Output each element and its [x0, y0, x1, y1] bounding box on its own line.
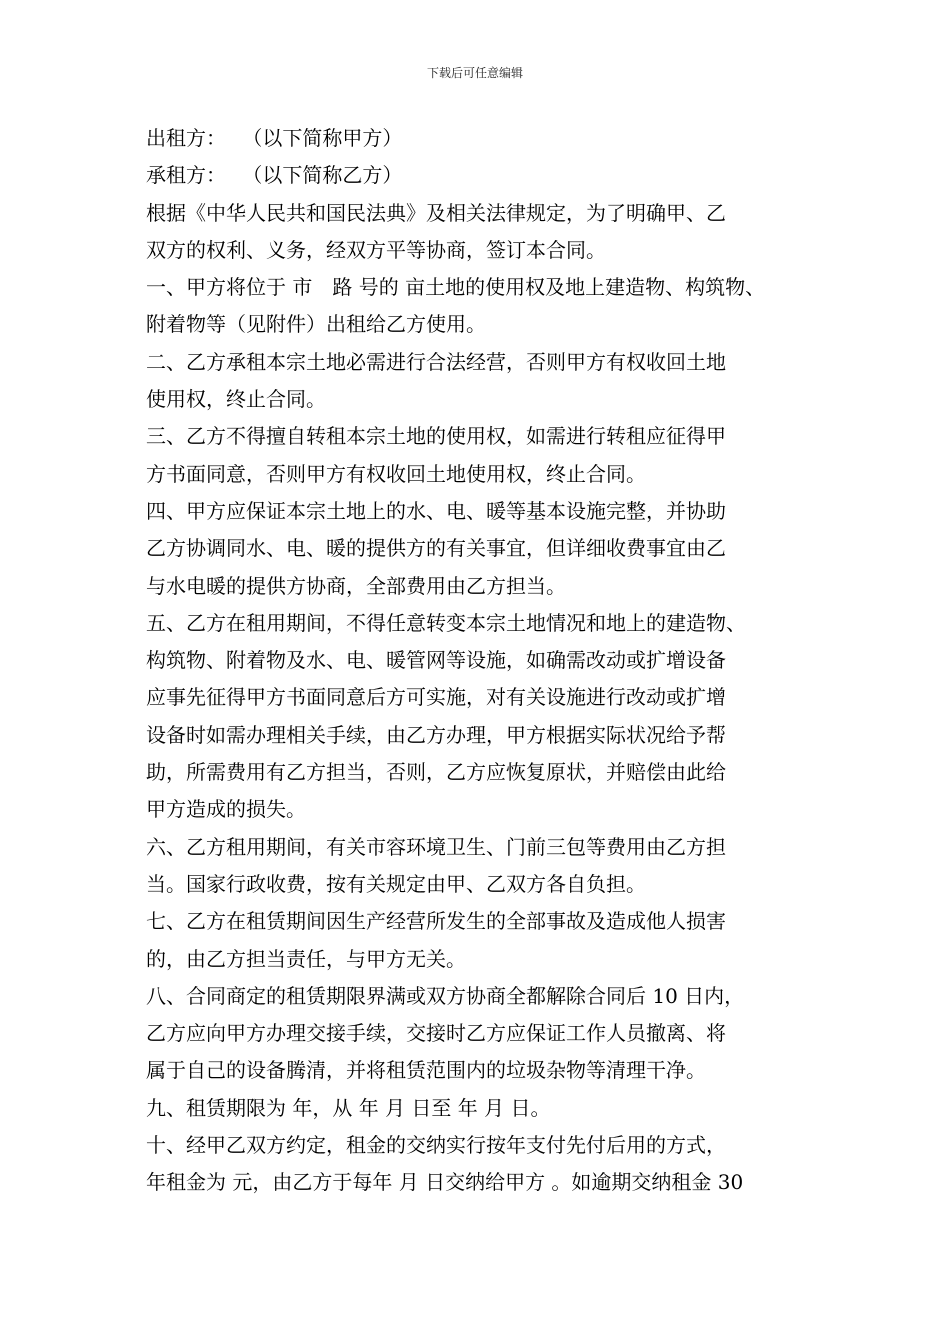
contract-body	[146, 120, 822, 1202]
text-line: 七、乙方在租赁期间因生产经营所发生的全部事故及造成他人损害	[146, 909, 726, 934]
text-line: 助，所需费用有乙方担当，否则，乙方应恢复原状，并赔偿由此给	[146, 760, 726, 785]
text-line: 承租方： （以下简称乙方）	[146, 163, 403, 188]
text-line: 的，由乙方担当责任，与甲方无关。	[146, 946, 466, 971]
text-line: 根据《中华人民共和国民法典》及相关法律规定，为了明确甲、乙	[146, 200, 726, 225]
text-line: 甲方造成的损失。	[146, 797, 306, 822]
text-line: 六、乙方租用期间，有关市容环境卫生、门前三包等费用由乙方担	[146, 834, 726, 859]
text-line: 双方的权利、义务，经双方平等协商，签订本合同。	[146, 237, 606, 262]
text-line: 构筑物、附着物及水、电、暖管网等设施，如确需改动或扩增设备	[146, 648, 726, 673]
text-line: 二、乙方承租本宗土地必需进行合法经营，否则甲方有权收回土地	[146, 349, 726, 374]
text-line: 九、租赁期限为 年，从 年 月 日至 年 月 日。	[146, 1095, 551, 1120]
text-line: 年租金为 元，由乙方于每年 月 日交纳给甲方 。如逾期交纳租金 30	[146, 1170, 744, 1195]
text-line: 当。国家行政收费，按有关规定由甲、乙双方各自负担。	[146, 871, 646, 896]
text-line: 乙方协调同水、电、暖的提供方的有关事宜，但详细收费事宜由乙	[146, 536, 726, 561]
text-line: 附着物等（见附件）出租给乙方使用。	[146, 312, 486, 337]
text-line: 三、乙方不得擅自转租本宗土地的使用权，如需进行转租应征得甲	[146, 424, 726, 449]
page-header: 下载后可任意编辑	[426, 66, 523, 80]
text-line: 十、经甲乙双方约定，租金的交纳实行按年支付先付后用的方式，	[146, 1133, 726, 1158]
text-line: 四、甲方应保证本宗土地上的水、电、暖等基本设施完整，并协助	[146, 498, 726, 523]
text-line: 一、甲方将位于 市 路 号的 亩土地的使用权及地上建造物、构筑物、	[146, 275, 766, 300]
text-line: 五、乙方在租用期间，不得任意转变本宗土地情况和地上的建造物、	[146, 610, 746, 635]
text-line: 使用权，终止合同。	[146, 387, 326, 412]
text-line: 属于自己的设备腾清，并将租赁范围内的垃圾杂物等清理干净。	[146, 1058, 706, 1083]
text-line: 八、合同商定的租赁期限界满或双方协商全都解除合同后 10 日内，	[146, 983, 745, 1008]
text-line: 与水电暖的提供方协商，全部费用由乙方担当。	[146, 573, 566, 598]
text-line: 方书面同意，否则甲方有权收回土地使用权，终止合同。	[146, 461, 646, 486]
text-line: 应事先征得甲方书面同意后方可实施，对有关设施进行改动或扩增	[146, 685, 726, 710]
text-line: 乙方应向甲方办理交接手续，交接时乙方应保证工作人员撤离、将	[146, 1021, 726, 1046]
text-line: 出租方： （以下简称甲方）	[146, 126, 403, 150]
text-line: 设备时如需办理相关手续，由乙方办理，甲方根据实际状况给予帮	[146, 722, 726, 747]
